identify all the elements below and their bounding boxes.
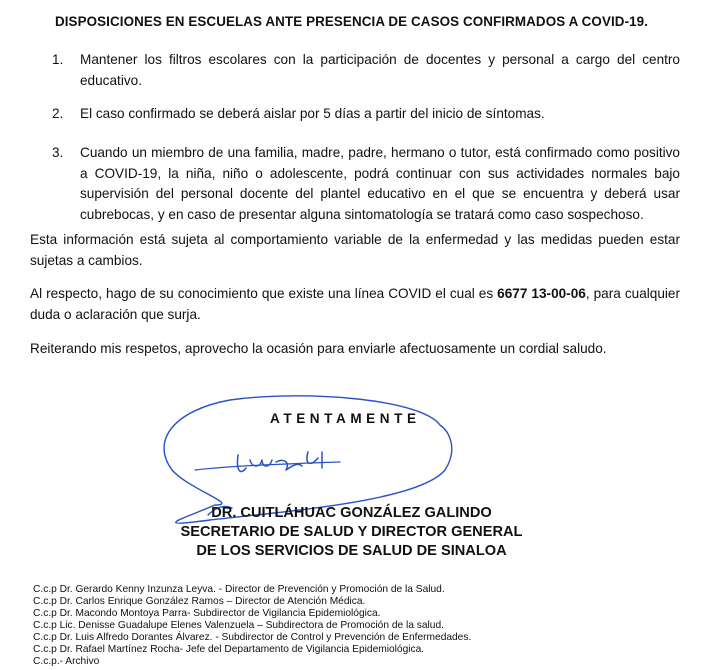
signatory-position-line-1: SECRETARIO DE SALUD Y DIRECTOR GENERAL xyxy=(180,524,523,540)
info-paragraph: Esta información está sujeta al comportamiento variable de la enfermedad y las medidas pueden estar sujetas a cambios. xyxy=(30,232,680,268)
ccp-line: C.c.p Dr. Macondo Montoya Parra- Subdirector de Vigilancia Epidemiológica. xyxy=(33,608,381,619)
list-item-number: 2. xyxy=(52,106,64,121)
covid-line-text-before: Al respecto, hago de su conocimiento que existe una línea COVID el cual es xyxy=(30,286,498,301)
signatory-position-line-2: DE LOS SERVICIOS DE SALUD DE SINALOA xyxy=(196,543,507,559)
covid-phone-number: 6677 13-00-06 xyxy=(497,286,586,301)
list-item-number: 1. xyxy=(52,52,64,67)
ccp-line: C.c.p Dr. Luis Alfredo Dorantes Álvarez. - Subdirector de Control y Prevención de Enfermedades. xyxy=(33,632,472,643)
attentive-heading: ATENTAMENTE xyxy=(270,411,421,426)
list-item-text: Mantener los filtros escolares con la participación de docentes y personal a cargo del centro educativo. xyxy=(80,52,680,88)
document-title: DISPOSICIONES EN ESCUELAS ANTE PRESENCIA DE CASOS CONFIRMADOS A COVID-19. xyxy=(54,14,649,29)
ccp-line: C.c.p Dr. Rafael Martínez Rocha- Jefe del Departamento de Vigilancia Epidemiológica. xyxy=(33,644,425,655)
ccp-line: C.c.p Lic. Denisse Guadalupe Elenes Valenzuela – Subdirectora de Promoción de la salud. xyxy=(33,620,444,631)
list-item-text: Cuando un miembro de una familia, madre, padre, hermano o tutor, está confirmado como positivo a COVID-19, la niña, niño o adolescente, podrá continuar con sus actividades normales bajo supervisión del personal docente del plantel educativo en el que se encuentra y deberá usar cubrebocas, y en caso de presentar alguna sintomatología se tratará como caso sospechoso. xyxy=(80,145,680,222)
ccp-line: C.c.p Dr. Gerardo Kenny Inzunza Leyva. - Director de Prevención y Promoción de la Salud. xyxy=(33,584,445,595)
ccp-line: C.c.p Dr. Carlos Enrique González Ramos – Director de Atención Médica. xyxy=(33,596,366,607)
closing-paragraph: Reiterando mis respetos, aprovecho la ocasión para enviarle afectuosamente un cordial saludo. xyxy=(30,341,607,356)
covid-line-text-after: , para cualquier duda o aclaración que surja. xyxy=(30,286,681,322)
list-item-text: El caso confirmado se deberá aislar por 5 días a partir del inicio de síntomas. xyxy=(80,106,545,121)
signatory-name: DR. CUITLÁHUAC GONZÁLEZ GALINDO xyxy=(211,505,492,521)
list-item-number: 3. xyxy=(52,145,64,160)
ccp-line: C.c.p.- Archivo xyxy=(33,656,100,667)
